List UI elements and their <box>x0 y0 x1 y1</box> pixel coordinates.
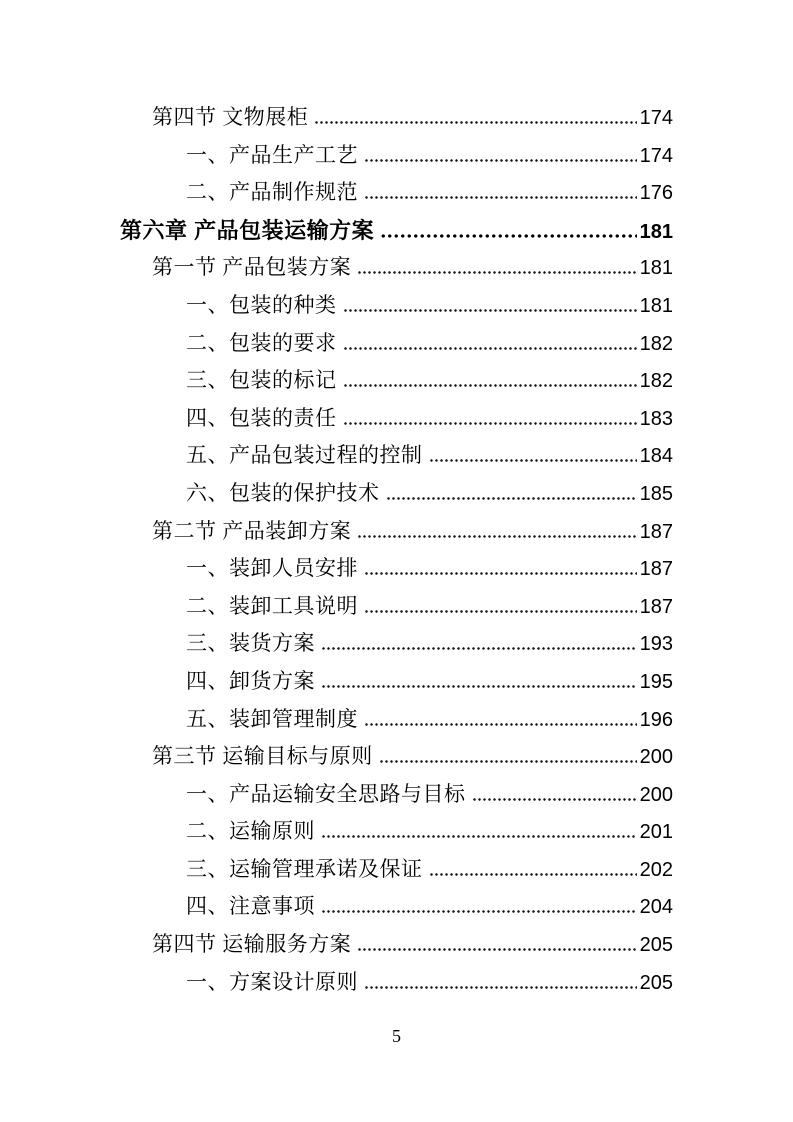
toc-dot-leader <box>357 948 636 951</box>
toc-entry-page-number: 176 <box>639 182 673 205</box>
toc-entry-title: 一、方案设计原则 <box>186 969 358 994</box>
toc-entry[interactable] <box>120 99 673 137</box>
toc-entry[interactable] <box>120 174 673 212</box>
toc-entry[interactable] <box>120 437 673 475</box>
toc-entry-title: 三、运输管理承诺及保证 <box>186 856 423 881</box>
toc-entry-page-number: 202 <box>639 858 673 881</box>
toc-entry[interactable] <box>120 888 673 926</box>
toc-entry-page-number: 187 <box>639 520 673 543</box>
toc-entry-page-number: 187 <box>639 595 673 618</box>
toc-entry-title: 一、产品生产工艺 <box>186 142 358 167</box>
toc-entry[interactable] <box>120 588 673 626</box>
toc-entry-page-number: 181 <box>639 294 673 317</box>
toc-entry-title: 第三节 运输目标与原则 <box>152 744 373 769</box>
toc-entry[interactable] <box>120 701 673 739</box>
toc-entry-page-number: 185 <box>639 482 673 505</box>
toc-dot-leader <box>364 196 637 199</box>
toc-entry-title: 第四节 运输服务方案 <box>152 932 352 957</box>
toc-dot-leader <box>364 986 637 989</box>
toc-entry-page-number: 205 <box>639 971 673 994</box>
toc-entry-title: 第一节 产品包装方案 <box>152 255 352 280</box>
toc-entry[interactable] <box>120 625 673 663</box>
toc-dot-leader <box>321 685 637 688</box>
toc-entry[interactable] <box>120 212 673 250</box>
toc-entry-title: 五、装卸管理制度 <box>186 706 358 731</box>
toc-entry-title: 一、装卸人员安排 <box>186 556 358 581</box>
toc-entry[interactable] <box>120 362 673 400</box>
toc-entry-page-number: 174 <box>639 144 673 167</box>
toc-entry[interactable] <box>120 926 673 964</box>
toc-entry[interactable] <box>120 475 673 513</box>
toc-entry-page-number: 201 <box>639 821 673 844</box>
toc-entry[interactable] <box>120 400 673 438</box>
toc-entry-page-number: 196 <box>639 708 673 731</box>
toc-entry-title: 一、包装的种类 <box>186 292 337 317</box>
toc-dot-leader <box>364 723 637 726</box>
toc-entry-title: 六、包装的保护技术 <box>186 480 380 505</box>
toc-dot-leader <box>343 309 637 312</box>
toc-dot-leader <box>343 347 637 350</box>
toc-dot-leader <box>364 610 637 613</box>
toc-entry-page-number: 181 <box>639 220 673 243</box>
toc-dot-leader <box>379 760 637 763</box>
toc-entry-title: 二、包装的要求 <box>186 330 337 355</box>
toc-entry-page-number: 182 <box>639 332 673 355</box>
toc-entry-title: 四、包装的责任 <box>186 405 337 430</box>
toc-dot-leader <box>321 647 637 650</box>
toc-entry-title: 一、产品运输安全思路与目标 <box>186 781 466 806</box>
toc-entry[interactable] <box>120 325 673 363</box>
toc-dot-leader <box>429 873 637 876</box>
page-footer <box>0 1026 793 1047</box>
toc-entry-page-number: 200 <box>639 746 673 769</box>
toc-dot-leader <box>321 910 637 913</box>
toc-entry[interactable] <box>120 550 673 588</box>
toc-dot-leader <box>357 535 636 538</box>
toc-entry-page-number: 204 <box>639 896 673 919</box>
toc-entry-title: 五、产品包装过程的控制 <box>186 443 423 468</box>
toc-entry-title: 四、卸货方案 <box>186 668 315 693</box>
toc-dot-leader <box>364 159 637 162</box>
toc-entry-title: 二、运输原则 <box>186 819 315 844</box>
toc-entry[interactable] <box>120 249 673 287</box>
toc-entry-page-number: 187 <box>639 558 673 581</box>
toc-entry[interactable] <box>120 663 673 701</box>
toc-entry-page-number: 174 <box>639 107 673 129</box>
toc-dot-leader <box>364 572 637 575</box>
toc-entry-title: 第四节 文物展柜 <box>152 105 309 129</box>
toc-entry-title: 二、产品制作规范 <box>186 180 358 205</box>
toc-dot-leader <box>357 271 636 274</box>
toc-entry-title: 第六章 产品包装运输方案 <box>120 217 375 243</box>
toc-entry-page-number: 193 <box>639 633 673 656</box>
toc-entry[interactable] <box>120 776 673 814</box>
toc-entry-title: 三、装货方案 <box>186 631 315 656</box>
toc-dot-leader <box>386 497 637 500</box>
toc-entry[interactable] <box>120 287 673 325</box>
toc-entry[interactable] <box>120 813 673 851</box>
toc-entry[interactable] <box>120 964 673 1002</box>
toc-entry-title: 第二节 产品装卸方案 <box>152 518 352 543</box>
toc-dot-leader <box>321 835 637 838</box>
toc-entry[interactable] <box>120 738 673 776</box>
toc-dot-leader <box>314 121 636 124</box>
toc-entry-page-number: 205 <box>639 934 673 957</box>
toc-entry[interactable] <box>120 513 673 551</box>
toc-dot-leader <box>343 422 637 425</box>
toc-entry-page-number: 181 <box>639 257 673 280</box>
toc-entry-page-number: 200 <box>639 783 673 806</box>
toc-list <box>120 99 673 1001</box>
toc-entry-page-number: 183 <box>639 407 673 430</box>
footer-page-number: 5 <box>392 1026 401 1046</box>
toc-dot-leader <box>380 234 637 238</box>
toc-entry-title: 三、包装的标记 <box>186 368 337 393</box>
toc-entry-page-number: 182 <box>639 370 673 393</box>
toc-entry-title: 四、注意事项 <box>186 894 315 919</box>
toc-entry-title: 二、装卸工具说明 <box>186 593 358 618</box>
toc-dot-leader <box>343 384 637 387</box>
toc-entry[interactable] <box>120 137 673 175</box>
toc-dot-leader <box>429 459 637 462</box>
toc-dot-leader <box>472 798 637 801</box>
toc-entry[interactable] <box>120 851 673 889</box>
toc-entry-page-number: 184 <box>639 445 673 468</box>
toc-entry-page-number: 195 <box>639 670 673 693</box>
